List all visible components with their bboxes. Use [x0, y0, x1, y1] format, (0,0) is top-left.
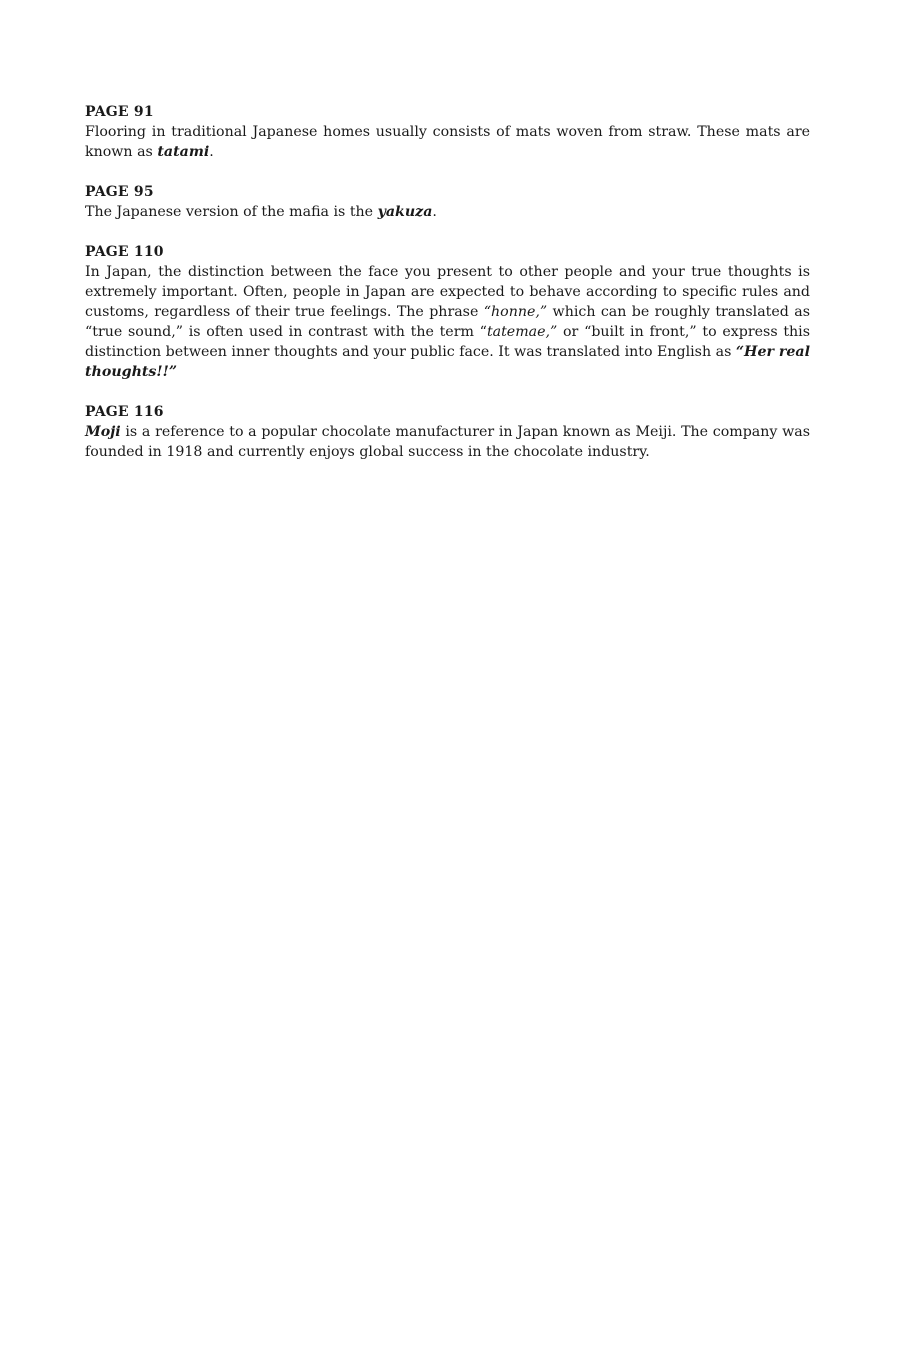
note-text: is a reference to a popular chocolate manufacturer in Japan known as Meiji. The company was founded in 1918 and currently enjoys global success in the chocolate industry. [85, 424, 810, 460]
note-body [85, 122, 810, 162]
note-heading: PAGE 116 [85, 404, 164, 420]
translated-phrase: “Her real thoughts!!” [85, 344, 810, 380]
term-yakuza: yakuza [377, 204, 433, 220]
note-text: . [432, 204, 437, 220]
note-text: which can be roughly translated as “true sound,” is often used in contrast with the term “ [85, 304, 810, 340]
note-page-110 [85, 242, 810, 382]
note-text: or “built in front,” to express this distinction between inner thoughts and your public face. It was translated into English as [85, 324, 810, 360]
note-page-91 [85, 102, 810, 162]
term-honne: “honne,” [483, 304, 548, 320]
note-page-116 [85, 402, 810, 462]
translation-notes [85, 102, 810, 482]
term-moji: Moji [85, 424, 121, 440]
term-tatami: tatami [157, 144, 210, 160]
note-heading: PAGE 95 [85, 184, 154, 200]
note-body [85, 262, 810, 382]
note-heading: PAGE 110 [85, 244, 164, 260]
note-page-95 [85, 182, 810, 222]
note-heading: PAGE 91 [85, 104, 154, 120]
note-text: . [209, 144, 214, 160]
note-text: The Japanese version of the mafia is the [85, 204, 378, 220]
term-tatemae: tatemae,” [486, 324, 558, 340]
note-text: Flooring in traditional Japanese homes usually consists of mats woven from straw. These mats are known as [85, 124, 810, 160]
note-text: In Japan, the distinction between the face you present to other people and your true thoughts is extremely important. Often, people in Japan are expected to behave according to specific rules and customs, regardless of their true feelings. The phrase [85, 264, 810, 320]
note-body [85, 422, 810, 462]
note-body [85, 202, 810, 222]
